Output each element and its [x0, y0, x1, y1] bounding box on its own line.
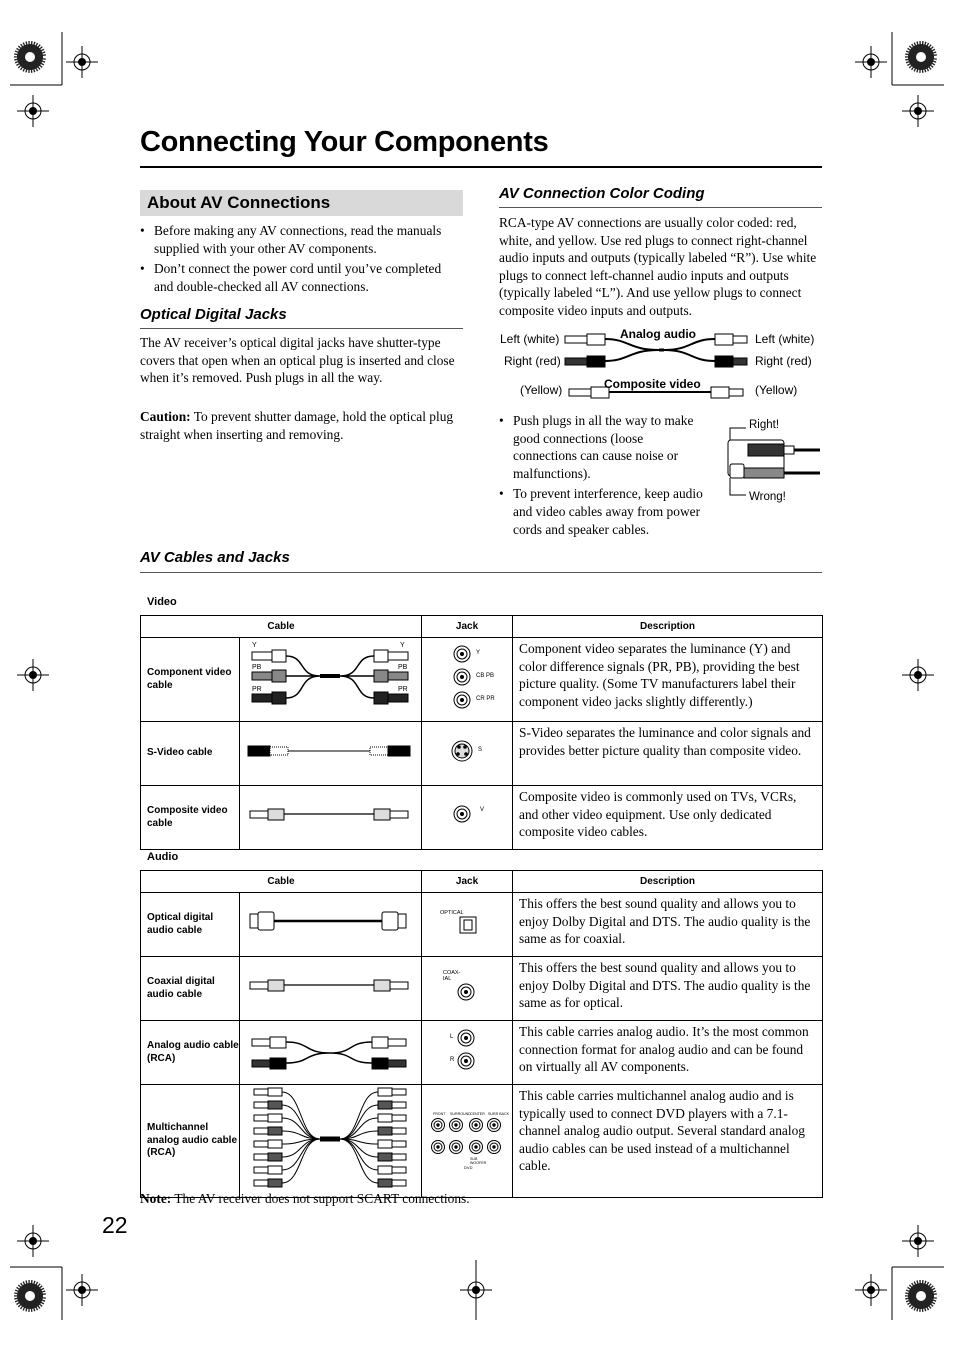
column-header-description: Description [513, 871, 823, 893]
table-row [141, 638, 823, 722]
caution-text: To prevent shutter damage, hold the optical plug straight when inserting and removing. [140, 409, 454, 442]
svideo-cable-icon [240, 722, 420, 780]
svideo-jack-icon [422, 722, 512, 780]
list-item: • Push plugs in all the way to make good connections (loose connections can cause noise or malfunctions). [499, 412, 709, 482]
table-header-row [141, 616, 823, 638]
table-row [141, 786, 823, 850]
coaxial-jack-icon [422, 957, 512, 1015]
table-row [141, 893, 823, 957]
label-yellow-right: (Yellow) [755, 383, 798, 397]
table-row [141, 957, 823, 1021]
audio-table-caption: Audio [147, 851, 179, 863]
component-jack-illustration [422, 638, 513, 722]
plug-label-pr: PR [252, 686, 262, 693]
plug-label-pb-right: PB [398, 664, 408, 671]
jack-label-y: Y [476, 650, 481, 656]
cable-description: This offers the best sound quality and allows you to enjoy Dolby Digital and DTS. The audio quality is the same as for coaxial. [513, 893, 823, 957]
cable-name: S-Video cable [141, 722, 240, 786]
jack-label-cr-pr: CR PR [476, 696, 495, 702]
jack-label-dvd: DVD [464, 1165, 473, 1170]
jack-label-r: R [450, 1057, 455, 1063]
note-text: The AV receiver does not support SCART connections. [171, 1191, 470, 1206]
plug-bullets [499, 412, 709, 541]
list-item: • Before making any AV connections, read the manuals supplied with your other AV components. [140, 222, 463, 257]
column-header-jack: Jack [422, 616, 513, 638]
plug-label-y: Y [252, 642, 257, 649]
subheading-color-coding: AV Connection Color Coding [499, 185, 705, 202]
rule [140, 328, 463, 329]
jack-label-optical: OPTICAL [440, 910, 464, 916]
cable-description: S-Video separates the luminance and color signals and provides better picture quality than composite video. [513, 722, 823, 786]
about-bullets [140, 222, 463, 298]
composite-cable-icon [240, 786, 420, 844]
analog-cable-icon [240, 1021, 420, 1079]
column-header-cable: Cable [141, 871, 422, 893]
jack-label-l: L [450, 1034, 454, 1040]
cable-description: Component video separates the luminance (Y) and color difference signals (PR, PB), providing the best picture quality. (Some TV manufacturers label their component video jacks slightly differently.) [513, 638, 823, 722]
jack-label-center: CENTER [470, 1112, 485, 1116]
note [140, 1190, 822, 1208]
optical-cable-icon [240, 893, 420, 951]
plug-label-pr-right: PR [398, 686, 408, 693]
jack-label-cb-pb: CB PB [476, 673, 495, 679]
component-cable-icon [240, 638, 420, 716]
subheading-av-cables: AV Cables and Jacks [140, 549, 290, 566]
cable-name: Composite video cable [141, 786, 240, 850]
table-row [141, 722, 823, 786]
svideo-jack-illustration [422, 722, 513, 786]
video-cables-table [140, 615, 823, 850]
color-coding-body: RCA-type AV connections are usually color coded: red, white, and yellow. Use red plugs to connect right-channel audio inputs and outputs (typically labeled “R”). Use white plugs to connect left-channel audio inputs and outputs (typically labeled “L”). And use yellow plugs to connect composite video inputs and outputs. [499, 215, 817, 318]
video-table-caption: Video [147, 596, 177, 608]
label-analog-audio: Analog audio [620, 327, 696, 341]
cable-description: This cable carries analog audio. It’s the most common connection format for analog audio and can be found on virtually all AV components. [513, 1021, 823, 1085]
coaxial-jack-illustration [422, 957, 513, 1021]
caution-label: Caution: [140, 409, 191, 424]
component-jacks-icon [422, 638, 512, 716]
plug-label-pb: PB [252, 664, 262, 671]
cable-name: Coaxial digital audio cable [141, 957, 240, 1021]
rule [140, 572, 822, 573]
table-header-row [141, 871, 823, 893]
label-composite-video: Composite video [604, 377, 701, 391]
label-left-white-right: Left (white) [755, 332, 815, 346]
optical-jack-illustration [422, 893, 513, 957]
section-header-about-av [140, 190, 463, 216]
jack-label-s: S [478, 747, 483, 753]
note-label: Note: [140, 1191, 172, 1206]
cable-name: Optical digital audio cable [141, 893, 240, 957]
cable-description: This cable carries multichannel analog audio and is typically used to connect DVD players with a 7.1-channel analog audio output. Several standard analog audio cables can be used instead of a multichannel cable. [513, 1085, 823, 1198]
list-item: • To prevent interference, keep audio and video cables away from power cords and speaker cables. [499, 485, 709, 538]
list-item: • Don’t connect the power cord until you’ve completed and double-checked all AV connections. [140, 260, 463, 295]
optical-body: The AV receiver’s optical digital jacks have shutter-type covers that open when an optical plug is inserted and close when it’s removed. Push plugs in all the way. [140, 335, 455, 386]
cable-name: Multichannel analog audio cable (RCA) [141, 1085, 240, 1198]
component-cable-illustration [240, 638, 422, 722]
jack-label-surround: SURROUND [450, 1112, 471, 1116]
multichannel-cable-illustration [240, 1085, 422, 1198]
jack-label-front: FRONT [433, 1112, 446, 1116]
jack-label-v: V [480, 807, 485, 813]
jack-label-surr-back: SURR BACK [488, 1112, 509, 1116]
coaxial-cable-icon [240, 957, 420, 1015]
jack-label-sub-woofer: SUB WOOFER [470, 1157, 487, 1165]
page-number: 22 [102, 1212, 128, 1238]
label-wrong: Wrong! [749, 491, 786, 503]
column-header-description: Description [513, 616, 823, 638]
label-left-white: Left (white) [500, 332, 560, 346]
analog-jacks-icon [422, 1021, 512, 1079]
coaxial-cable-illustration [240, 957, 422, 1021]
label-yellow-left: (Yellow) [520, 383, 563, 397]
optical-cable-illustration [240, 893, 422, 957]
optical-jack-icon [422, 893, 512, 951]
table-row [141, 1085, 823, 1198]
cable-name: Component video cable [141, 638, 240, 722]
subheading-optical: Optical Digital Jacks [140, 306, 287, 323]
analog-jack-illustration [422, 1021, 513, 1085]
caution-paragraph [140, 408, 463, 443]
analog-cable-illustration [240, 1021, 422, 1085]
page-title: Connecting Your Components [140, 126, 549, 158]
label-right-red: Right (red) [504, 354, 561, 368]
rule [499, 207, 822, 208]
column-header-jack: Jack [422, 871, 513, 893]
cable-name: Analog audio cable (RCA) [141, 1021, 240, 1085]
composite-cable-illustration [240, 786, 422, 850]
cable-description: Composite video is commonly used on TVs, VCRs, and other video equipment. Use only dedicated composite video cables. [513, 786, 823, 850]
audio-cables-table [140, 870, 823, 1198]
label-right-red-right: Right (red) [755, 354, 812, 368]
title-rule [140, 166, 822, 168]
jack-label-coaxial: COAX- IAL [443, 970, 461, 982]
composite-jack-illustration [422, 786, 513, 850]
cable-description: This offers the best sound quality and allows you to enjoy Dolby Digital and DTS. The audio quality is the same as for optical. [513, 957, 823, 1021]
plug-label-y-right: Y [400, 642, 405, 649]
table-row [141, 1021, 823, 1085]
composite-jack-icon [422, 786, 512, 844]
multichannel-cable-icon [240, 1085, 420, 1192]
label-right-correct: Right! [749, 419, 780, 431]
svideo-cable-illustration [240, 722, 422, 786]
multichannel-jacks-icon [422, 1085, 512, 1192]
column-header-cable: Cable [141, 616, 422, 638]
section-heading: About AV Connections [147, 193, 331, 212]
multichannel-jack-illustration [422, 1085, 513, 1198]
